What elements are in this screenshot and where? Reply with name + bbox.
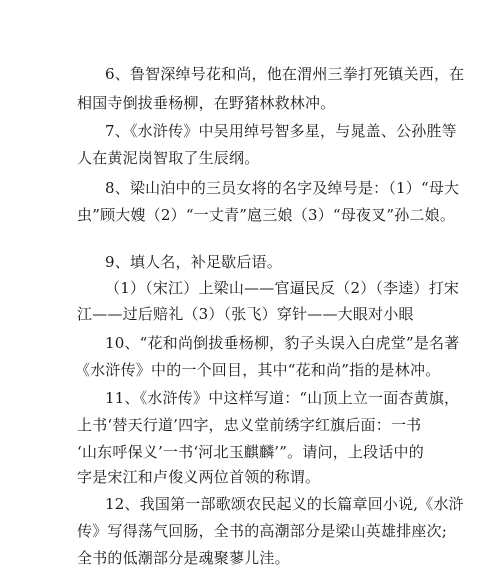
text-line-11a: 11、《水浒传》中这样写道：“山顶上立一面杏黄旗， bbox=[105, 389, 460, 407]
text-line-11d: 字是宋江和卢俊义两位首领的称谓。 bbox=[77, 468, 321, 486]
text-line-6b: 相国寺倒拔垂杨柳，在野猪林救林冲。 bbox=[77, 94, 336, 112]
text-line-9a: 9、填人名，补足歇后语。 bbox=[105, 253, 282, 271]
text-line-6a: 6、鲁智深绰号花和尚，他在渭州三拳打死镇关西，在 bbox=[105, 65, 465, 83]
text-line-12a: 12、我国第一部歌颂农民起义的长篇章回小说,《水浒 bbox=[105, 495, 464, 513]
text-line-8b: 虫”顾大嫂（2）“一丈青”扈三娘（3）“母夜叉”孙二娘。 bbox=[77, 206, 456, 224]
text-line-10a: 10、“花和尚倒拔垂杨柳，豹子头误入白虎堂”是名著 bbox=[105, 334, 460, 352]
text-line-11c: ‘山东呼保义’一书‘河北玉麒麟’”。请问，上段话中的 bbox=[77, 443, 424, 461]
text-line-7b: 人在黄泥岗智取了生辰纲。 bbox=[77, 149, 260, 167]
text-line-9c: 江——过后赔礼（3）（张飞）穿针——大眼对小眼 bbox=[77, 305, 414, 323]
text-line-9b: （1）（宋江）上梁山——官逼民反（2）（李逵）打宋 bbox=[105, 279, 460, 297]
text-line-12b: 传》写得荡气回肠，全书的高潮部分是梁山英雄排座次; bbox=[77, 522, 448, 540]
text-line-7a: 7、《水浒传》中吴用绰号智多星，与晁盖、公孙胜等 bbox=[105, 122, 457, 140]
text-line-10b: 《水浒传》中的一个回目，其中“花和尚”指的是林冲。 bbox=[75, 361, 441, 379]
text-line-12c: 全书的低潮部分是魂聚蓼儿洼。 bbox=[77, 549, 290, 567]
text-line-8a: 8、梁山泊中的三员女将的名字及绰号是：（1）“母大 bbox=[105, 179, 460, 197]
text-line-11b: 上书‘替天行道’四字，忠义堂前绣字红旗后面：一书 bbox=[77, 416, 422, 434]
